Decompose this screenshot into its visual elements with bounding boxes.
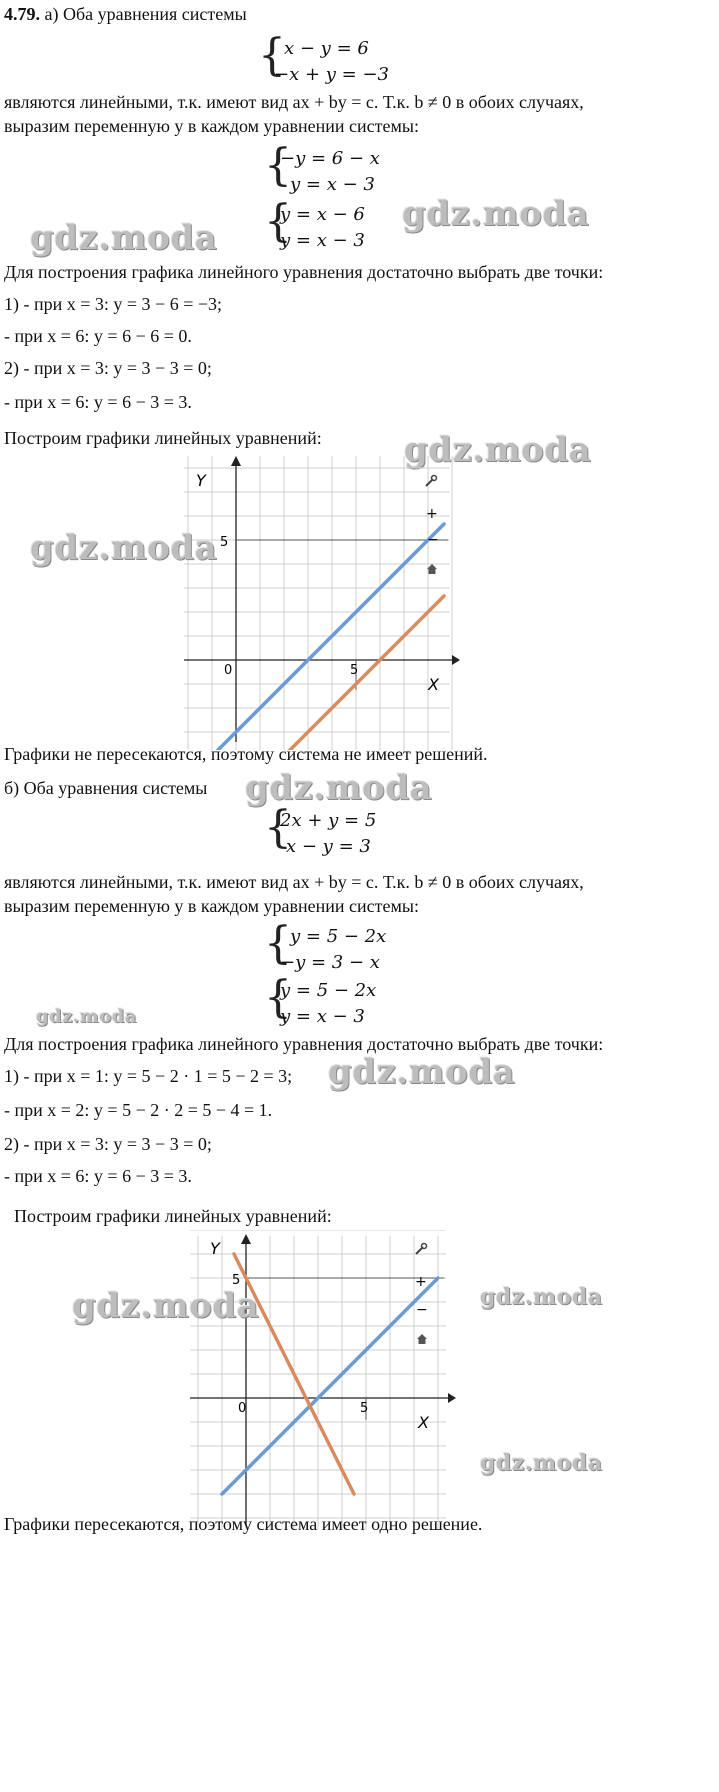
problem-number: 4.79. — [4, 4, 40, 24]
zoom-in-icon: + — [426, 506, 438, 522]
system-b1 — [280, 808, 376, 860]
brace: { — [264, 140, 292, 191]
system-a1 — [274, 36, 389, 88]
equation: −x + y = −3 — [274, 64, 389, 85]
y-tick-5: 5 — [220, 535, 229, 550]
equation: −y = 6 − x — [280, 148, 380, 169]
graph-a — [180, 450, 460, 750]
y-axis-label: Y — [196, 471, 206, 490]
brace: { — [258, 30, 286, 81]
watermark: gdz.moda — [402, 194, 590, 234]
text-line: Для построения графика линейного уравнения достаточно выбрать две точки: — [4, 1034, 604, 1054]
equation: y = x − 3 — [290, 174, 375, 195]
equation: y = x − 3 — [280, 230, 365, 251]
x-axis-label: X — [418, 1413, 429, 1432]
equation: 2x + y = 5 — [280, 810, 377, 831]
text-line: 1) - при x = 1: y = 5 − 2 · 1 = 5 − 2 = 3; — [4, 1066, 293, 1086]
conclusion-a: Графики не пересекаются, поэтому система не имеет решений. — [4, 744, 488, 764]
equation: x − y = 3 — [286, 836, 371, 857]
watermark: gdz.moda — [72, 1286, 260, 1326]
system-b3 — [280, 978, 376, 1030]
watermark: gdz.moda — [245, 768, 433, 808]
system-a2 — [280, 146, 380, 198]
equation: x − y = 6 — [284, 38, 369, 59]
text-line: Построим графики линейных уравнений: — [14, 1206, 332, 1226]
y-axis-arrow — [231, 456, 241, 466]
watermark: gdz.moda — [404, 430, 592, 470]
y-axis-label: Y — [210, 1239, 220, 1258]
equation: y = x − 3 — [280, 1006, 365, 1027]
x-axis-arrow — [448, 1393, 456, 1403]
origin-label: 0 — [224, 663, 233, 678]
zoom-in-icon: + — [415, 1274, 427, 1290]
equation: y = 5 − 2x — [290, 926, 387, 947]
text-line: Построим графики линейных уравнений: — [4, 428, 322, 448]
graph-b — [186, 1230, 456, 1530]
x-tick-5: 5 — [360, 1401, 369, 1416]
system-a3 — [280, 202, 365, 254]
conclusion-b: Графики пересекаются, поэтому система имеет одно решение. — [4, 1514, 483, 1534]
text-line: - при x = 2: y = 5 − 2 · 2 = 5 − 4 = 1. — [4, 1100, 273, 1120]
x-tick-5: 5 — [350, 663, 359, 678]
text-line: выразим переменную y в каждом уравнении системы: — [4, 116, 419, 136]
graph-line-1 — [212, 524, 444, 750]
text-line: 2) - при x = 3: y = 3 − 3 = 0; — [4, 358, 212, 378]
text-line: являются линейными, т.к. имеют вид ax + by = c. Т.к. b ≠ 0 в обоих случаях, — [4, 872, 584, 892]
watermark: gdz.moda — [36, 1006, 137, 1027]
brace: { — [264, 196, 292, 247]
text-line: - при x = 6: y = 6 − 3 = 3. — [4, 392, 192, 412]
zoom-out-icon: − — [416, 1302, 428, 1318]
text-line: - при x = 6: y = 6 − 3 = 3. — [4, 1166, 192, 1186]
home-icon — [417, 1334, 427, 1344]
equation: −y = 3 − x — [280, 952, 380, 973]
text-line: - при x = 6: y = 6 − 6 = 0. — [4, 326, 192, 346]
text-line: Для построения графика линейного уравнения достаточно выбрать две точки: — [4, 262, 604, 282]
origin-label: 0 — [238, 1401, 247, 1416]
y-axis-arrow — [241, 1234, 251, 1244]
system-b2 — [280, 924, 386, 976]
x-axis-label: X — [428, 675, 439, 694]
watermark: gdz.moda — [30, 528, 218, 568]
part-b-intro: б) Оба уравнения системы — [4, 778, 208, 798]
text-line: являются линейными, т.к. имеют вид ax + by = c. Т.к. b ≠ 0 в обоих случаях, — [4, 92, 584, 112]
problem-heading — [4, 4, 247, 25]
text-line: 2) - при x = 3: y = 3 − 3 = 0; — [4, 1134, 212, 1154]
brace: { — [264, 802, 292, 853]
brace: { — [264, 972, 292, 1023]
watermark: gdz.moda — [480, 1450, 603, 1476]
part-a-intro: а) Оба уравнения системы — [44, 4, 247, 24]
y-tick-5: 5 — [232, 1273, 241, 1288]
watermark: gdz.moda — [480, 1284, 603, 1310]
equation: y = 5 − 2x — [280, 980, 377, 1001]
x-axis-arrow — [452, 655, 460, 665]
watermark: gdz.moda — [328, 1052, 516, 1092]
text-line: 1) - при x = 3: y = 3 − 6 = −3; — [4, 294, 223, 314]
brace: { — [264, 918, 292, 969]
text-line: выразим переменную y в каждом уравнении системы: — [4, 896, 419, 916]
equation: y = x − 6 — [280, 204, 365, 225]
wrench-icon — [416, 1244, 427, 1255]
watermark: gdz.moda — [30, 218, 218, 258]
zoom-out-icon: − — [427, 532, 439, 548]
